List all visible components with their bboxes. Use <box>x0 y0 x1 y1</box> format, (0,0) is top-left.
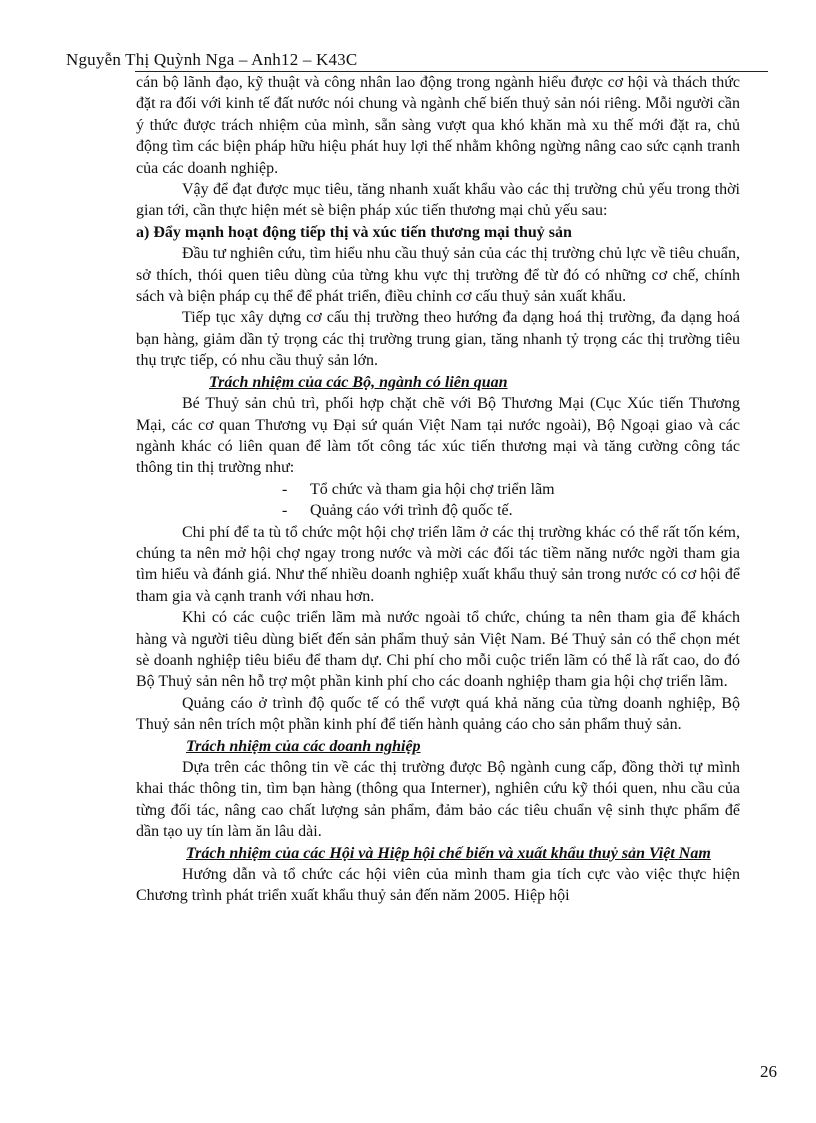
running-header: Nguyễn Thị Quỳnh Nga – Anh12 – K43C <box>66 50 358 69</box>
page-body <box>136 72 740 907</box>
paragraph: Tiếp tục xây dựng cơ cấu thị trường theo hướng đa dạng hoá thị trường, đa dạng hoá bạn hàng, giảm dần tỷ trọng các thị trường trung gian, tăng nhanh tỷ trọng các thị trường tiêu thụ trực tiếp, có nhu cầu thuỷ sản lớn. <box>136 309 740 370</box>
list-item-text: Tổ chức và tham gia hội chợ triển lãm <box>310 480 555 498</box>
subheading-enterprises: Trách nhiệm của các doanh nghiệp <box>186 737 421 755</box>
paragraph: Vậy để đạt được mục tiêu, tăng nhanh xuất khẩu vào các thị trường chủ yếu trong thời gian tới, cần thực hiện mét sè biện pháp xúc tiến thương mại chủ yếu sau: <box>136 181 740 220</box>
paragraph: Quảng cáo ở trình độ quốc tế có thể vượt quá khả năng của từng doanh nghiệp, Bộ Thuỷ sản nên trích một phần kinh phí để tiến hành quảng cáo cho sản phẩm thuỷ sản. <box>136 694 740 734</box>
list-item <box>136 500 740 521</box>
subheading-ministries: Trách nhiệm của các Bộ, ngành có liên quan <box>209 373 508 391</box>
paragraph: cán bộ lãnh đạo, kỹ thuật và công nhân lao động trong ngành hiểu được cơ hội và thách thức đặt ra đối với kinh tế đất nước nói chung và ngành chế biến thuỷ sản nói riêng. Mỗi người cần ý thức được trách nhiệm của mình, sẵn sàng vượt qua khó khăn mà xu thế mới đặt ra, chủ động tìm các biện pháp hữu hiệu phát huy lợi thế nhằm không ngừng nâng cao sức cạnh tranh của các doanh nghiệp. <box>136 74 740 177</box>
bullet-list <box>136 479 740 522</box>
paragraph: Chi phí để ta tù tổ chức một hội chợ triển lãm ở các thị trường khác có thể rất tốn kém, chúng ta nên mở hội chợ ngay trong nước và mời các đối tác tiềm năng nước ngời tham gia tìm hiểu và đánh giá. Như thế nhiều doanh nghiệp xuất khẩu thuỷ sản trong nước có cơ hội để tham gia và cạnh tranh với nhau hơn. <box>136 523 740 605</box>
paragraph: Khi có các cuộc triển lãm mà nước ngoài tổ chức, chúng ta nên tham gia để khách hàng và người tiêu dùng biết đến sản phẩm thuỷ sản Việt Nam. Bé Thuỷ sản có thể chọn mét sè doanh nghiệp tiêu biểu để tham dự. Chi phí cho mỗi cuộc triển lãm có thể là rất cao, do đó Bộ Thuỷ sản nên hỗ trợ một phần kinh phí cho các doanh nghiệp tham gia hội chợ triển lãm. <box>136 609 740 691</box>
paragraph: Hướng dẫn và tổ chức các hội viên của mình tham gia tích cực vào việc thực hiện Chương trình phát triển xuất khẩu thuỷ sản đến năm 2005. Hiệp hội <box>136 866 740 905</box>
paragraph: Đầu tư nghiên cứu, tìm hiểu nhu cầu thuỷ sản của các thị trường chủ lực về tiêu chuẩn, sở thích, thói quen tiêu dùng của từng khu vực thị trường để từ đó có những cơ chế, chính sách và biện pháp cụ thể để phát triển, điều chỉnh cơ cấu thuỷ sản xuất khẩu. <box>136 245 740 306</box>
list-item-text: Quảng cáo với trình độ quốc tế. <box>310 502 513 520</box>
page-number: 26 <box>760 1062 777 1081</box>
bullet-dash: - <box>282 502 288 520</box>
bullet-dash: - <box>282 480 288 498</box>
paragraph: Bé Thuỷ sản chủ trì, phối hợp chặt chẽ với Bộ Thương Mại (Cục Xúc tiến Thương Mại, các cơ quan Thương vụ Đại sứ quán Việt Nam tại nước ngoài), Bộ Ngoại giao và các ngành khác có liên quan để làm tốt công tác xúc tiến thương mại và tăng cường công tác thông tin thị trường như: <box>136 395 740 477</box>
paragraph: Dựa trên các thông tin về các thị trường được Bộ ngành cung cấp, đồng thời tự mình khai thác thông tin, tìm bạn hàng (thông qua Interner), nghiên cứu kỹ thói quen, nhu cầu của từng đối tác, nâng cao chất lượng sản phẩm, đảm bảo các tiêu chuẩn vệ sinh thực phẩm để dần tạo uy tín làm ăn lâu dài. <box>136 759 740 841</box>
subheading-associations: Trách nhiệm của các Hội và Hiệp hội chế biến và xuất khẩu thuỷ sản Việt Nam <box>186 844 711 862</box>
list-item <box>136 479 740 500</box>
section-heading: a) Đẩy mạnh hoạt động tiếp thị và xúc tiến thương mại thuỷ sản <box>136 223 572 241</box>
